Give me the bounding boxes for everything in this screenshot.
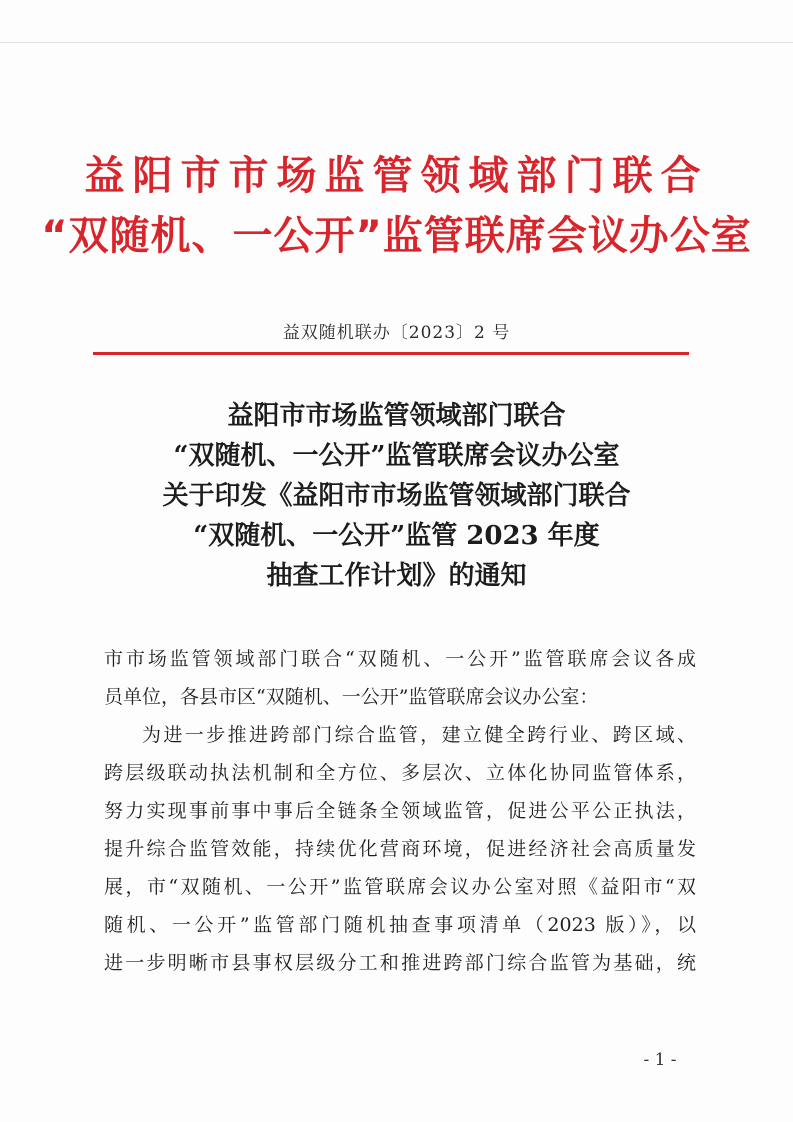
title-line: 益阳市市场监管领域部门联合 [227,401,566,431]
red-divider-line [93,352,689,355]
paragraph-line: 随机、一公开”监管部门随机抽查事项清单（2023 版）》，以 [104,914,696,936]
title-line: 抽查工作计划》的通知 [266,561,527,591]
paragraph-line: 进一步明晰市县事权层级分工和推进跨部门综合监管为基础，统 [104,952,696,974]
paragraph-line: 为进一步推进跨部门综合监管，建立健全跨行业、跨区域、 [142,724,696,746]
paragraph-line: 跨层级联动执法机制和全方位、多层次、立体化协同监管体系， [104,762,696,784]
salutation-line: 市市场监管领域部门联合“双随机、一公开”监管联席会议各成 [104,648,696,670]
title-line: 关于印发《益阳市市场监管领域部门联合 [162,481,631,511]
document-number: 益双随机联办〔2023〕2 号 [282,323,511,343]
paragraph-line: 展，市“双随机、一公开”监管联席会议办公室对照《益阳市“双 [104,876,696,898]
red-header-line-2: “双随机、一公开”监管联席会议办公室 [41,213,752,259]
paragraph-line: 努力实现事前事中事后全链条全领域监管，促进公平公正执法， [104,800,696,822]
salutation-line: 员单位，各县市区“双随机、一公开”监管联席会议办公室： [104,686,599,708]
document-title [0,396,793,596]
page-number: - 1 - [643,1050,677,1070]
title-line: “双随机、一公开”监管联席会议办公室 [173,441,620,471]
top-scan-line [0,42,793,43]
title-line: “双随机、一公开”监管 2023 年度 [193,521,600,551]
paragraph-line: 提升综合监管效能，持续优化营商环境，促进经济社会高质量发 [104,838,696,860]
body-text [104,640,696,982]
red-header-line-1: 益阳市市场监管领域部门联合 [84,153,709,199]
